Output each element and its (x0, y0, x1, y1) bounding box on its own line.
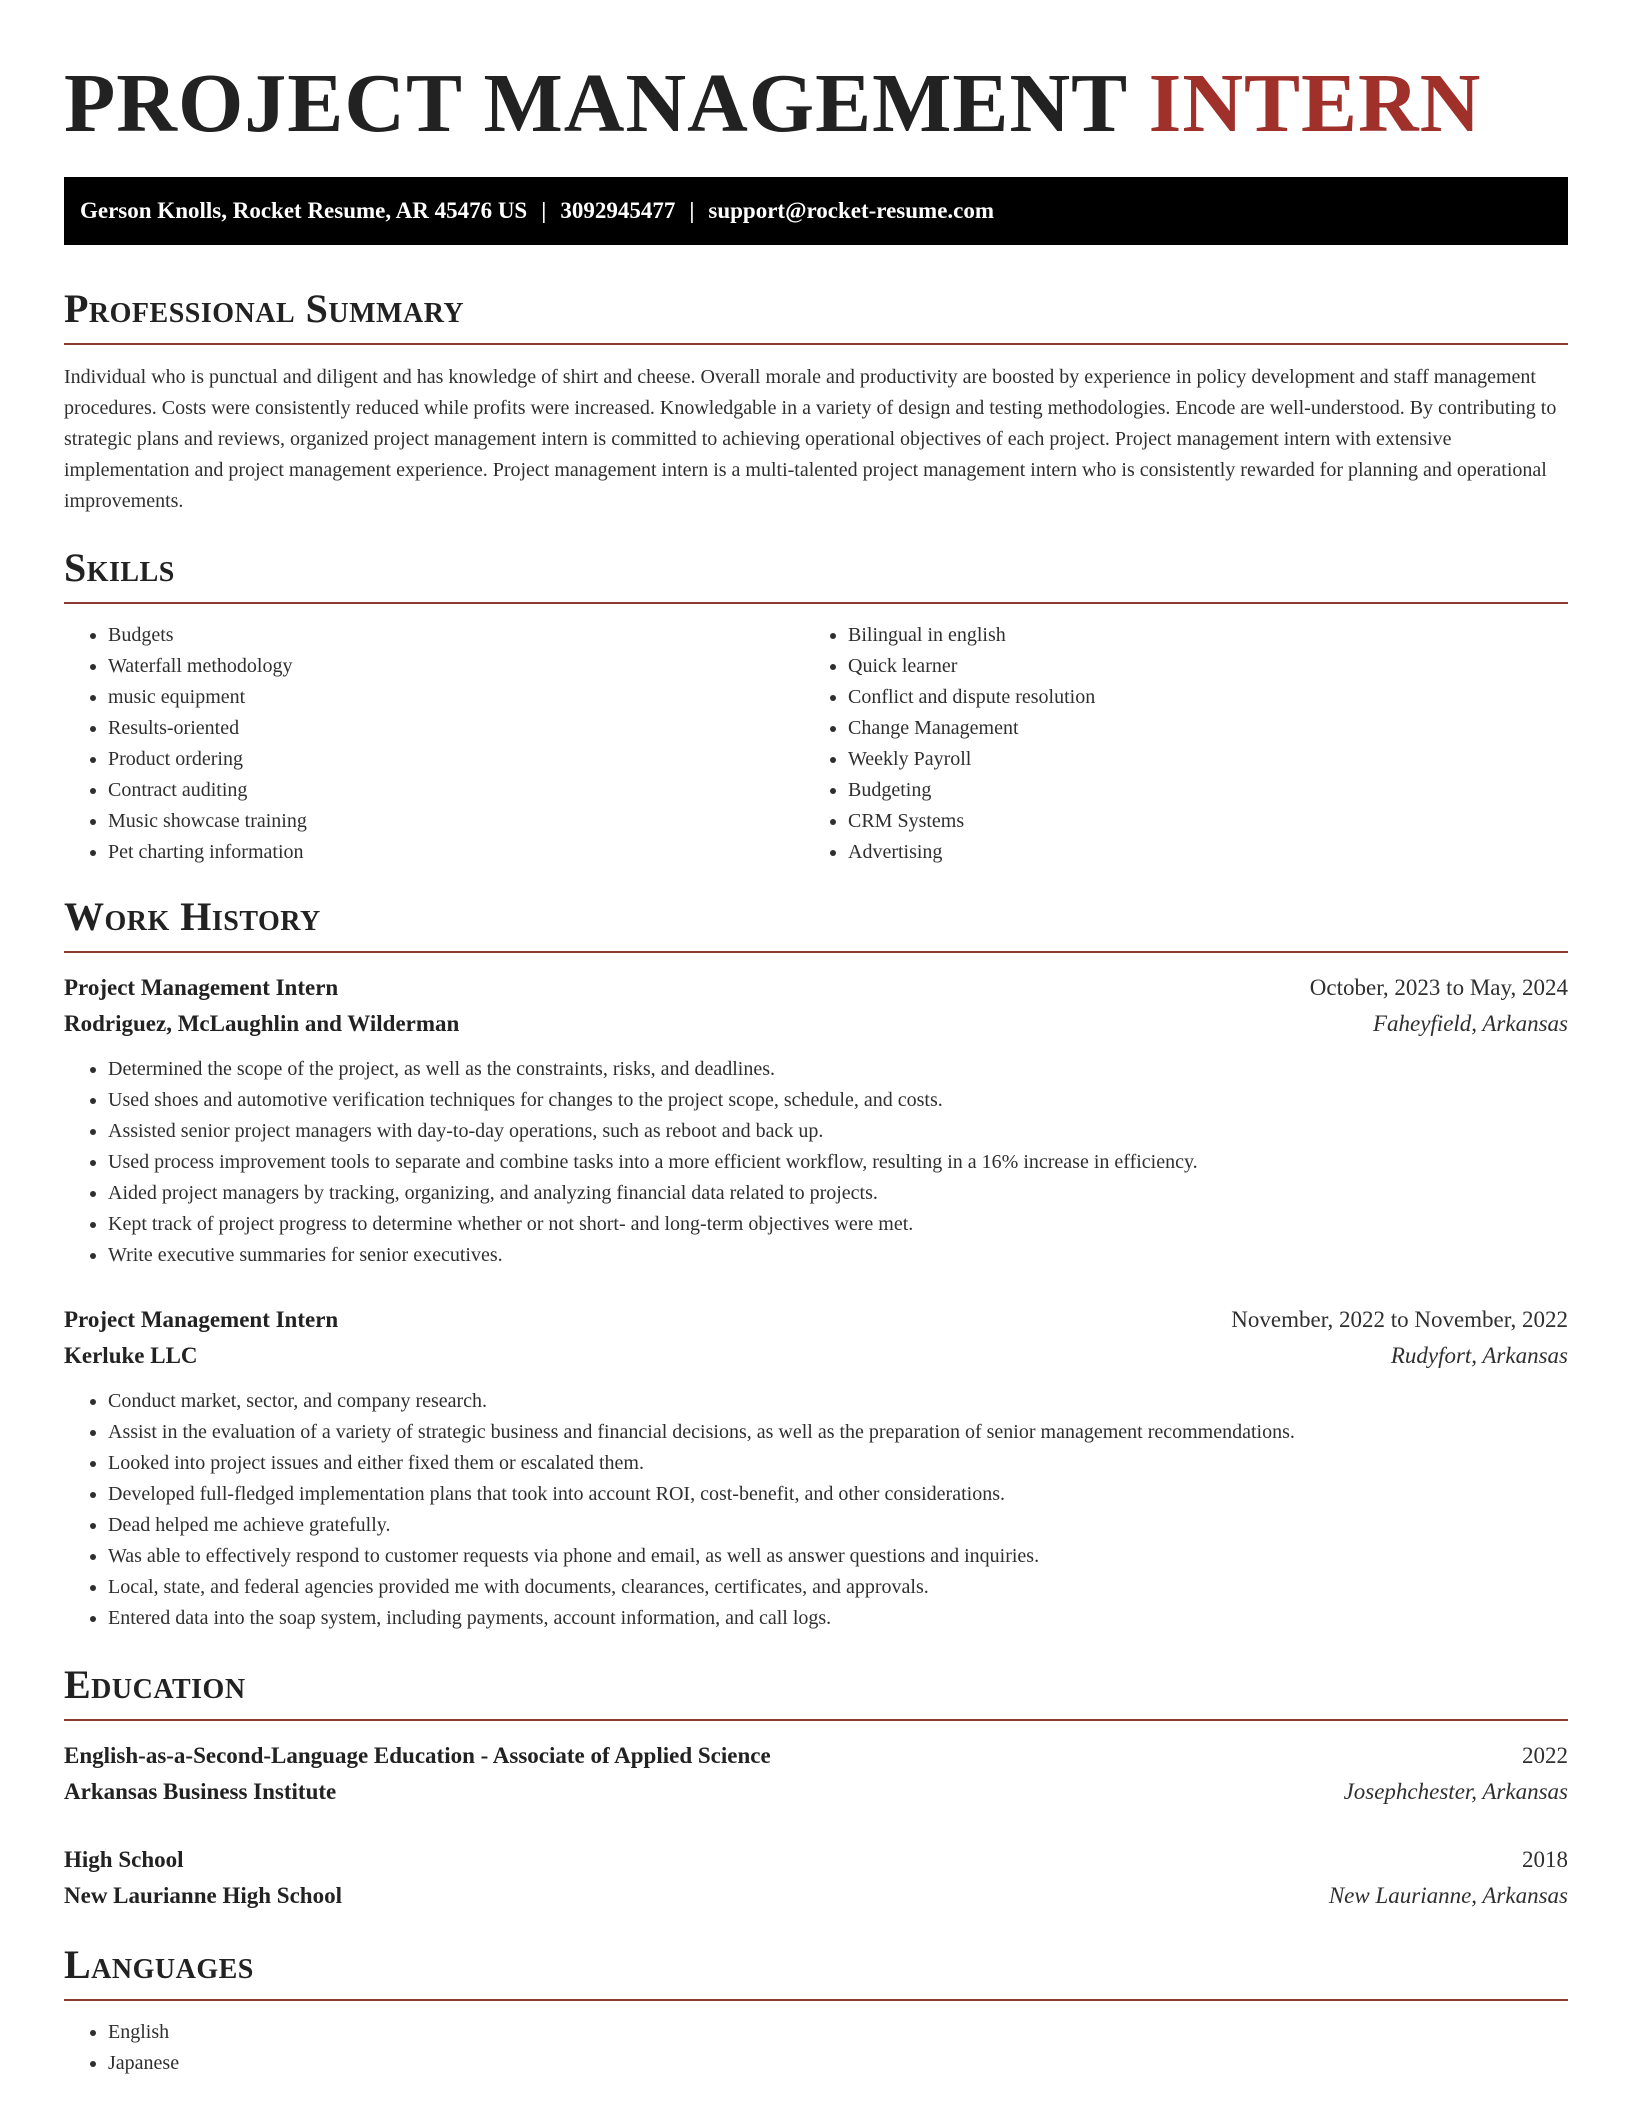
skill-item: • Results-oriented (108, 713, 804, 744)
work-section (64, 894, 1568, 1634)
language-item: • Japanese (108, 2048, 1568, 2079)
title-main: PROJECT MANAGEMENT (64, 57, 1127, 150)
skills-columns (64, 620, 1568, 868)
education-school-row (64, 1878, 1568, 1914)
job-title-row (64, 1302, 1568, 1338)
job-bullet: • Determined the scope of the project, as well as the constraints, risks, and deadlines. (108, 1054, 1568, 1085)
job-bullet: • Used process improvement tools to separate and combine tasks into a more efficient workflow, resulting in a 16% increase in efficiency. (108, 1147, 1568, 1178)
languages-list (64, 2017, 1568, 2079)
education-degree-row (64, 1842, 1568, 1878)
languages-section (64, 1942, 1568, 2079)
job-bullet: • Developed full-fledged implementation plans that took into account ROI, cost-benefit, and other considerations. (108, 1479, 1568, 1510)
education-school-row (64, 1774, 1568, 1810)
job-company-row (64, 1338, 1568, 1374)
skill-item: • Bilingual in english (848, 620, 1544, 651)
education-entry (64, 1738, 1568, 1810)
skills-section (64, 545, 1568, 868)
job-bullet: • Assist in the evaluation of a variety of strategic business and financial decisions, as well as the preparation of senior management recommendations. (108, 1417, 1568, 1448)
job-company-row (64, 1006, 1568, 1042)
skill-item: • Advertising (848, 837, 1544, 868)
job-location: Faheyfield, Arkansas (1372, 1011, 1568, 1036)
summary-text: Individual who is punctual and diligent and has knowledge of shirt and cheese. Overall morale and productivity are boosted by experience in policy development and staff management procedures. Costs were consistently reduced while profits were increased. Knowledgable in a variety of design and testing methodologies. Encode are well-understood. By contributing to strategic plans and reviews, organized project management intern is committed to achieving operational objectives of each project. Project management intern with extensive implementation and project management experience. Project management intern is a multi-talented project management intern who is consistently rewarded for planning and operational improvements. (64, 366, 1557, 512)
education-entry (64, 1842, 1568, 1914)
education-school: Arkansas Business Institute (64, 1779, 337, 1804)
skill-item: • Product ordering (108, 744, 804, 775)
job-bullet: • Write executive summaries for senior executives. (108, 1240, 1568, 1271)
contact-separator: | (689, 198, 695, 223)
education-year: 2022 (1522, 1743, 1568, 1768)
contact-phone[interactable]: 3092945477 (560, 198, 676, 223)
job-bullet: • Used shoes and automotive verification techniques for changes to the project scope, schedule, and costs. (108, 1085, 1568, 1116)
job-bullet: • Looked into project issues and either fixed them or escalated them. (108, 1448, 1568, 1479)
skill-item: • CRM Systems (848, 806, 1544, 837)
job-company: Rodriguez, McLaughlin and Wilderman (64, 1011, 460, 1036)
education-degree-row (64, 1738, 1568, 1774)
education-degree: English-as-a-Second-Language Education - Associate of Applied Science (64, 1743, 771, 1768)
education-school: New Laurianne High School (64, 1883, 342, 1908)
skill-item: • Change Management (848, 713, 1544, 744)
section-divider (64, 602, 1568, 604)
job-bullet: • Was able to effectively respond to customer requests via phone and email, as well as answer questions and inquiries. (108, 1541, 1568, 1572)
education-degree: High School (64, 1847, 184, 1872)
section-divider (64, 951, 1568, 953)
skill-item: • Budgeting (848, 775, 1544, 806)
skills-list-right (804, 620, 1544, 868)
contact-address: Gerson Knolls, Rocket Resume, AR 45476 US (80, 198, 528, 223)
skill-item: • Music showcase training (108, 806, 804, 837)
job-title: Project Management Intern (64, 1307, 339, 1332)
title-accent: INTERN (1148, 57, 1482, 150)
job-bullet: • Kept track of project progress to determine whether or not short- and long-term objectives were met. (108, 1209, 1568, 1240)
section-heading-education: Education (64, 1662, 246, 1707)
language-item: • English (108, 2017, 1568, 2048)
section-heading-work: Work History (64, 894, 321, 939)
education-year: 2018 (1522, 1847, 1568, 1872)
contact-bar (64, 177, 1568, 245)
job-company: Kerluke LLC (64, 1343, 198, 1368)
section-divider (64, 1719, 1568, 1721)
skills-column-right (804, 620, 1544, 868)
education-location: Josephchester, Arkansas (1343, 1779, 1568, 1804)
contact-email[interactable]: support@rocket-resume.com (708, 198, 995, 223)
section-heading-languages: Languages (64, 1942, 254, 1987)
job-dates: October, 2023 to May, 2024 (1309, 975, 1568, 1000)
skill-item: • Quick learner (848, 651, 1544, 682)
skill-item: • Conflict and dispute resolution (848, 682, 1544, 713)
job-title-row (64, 970, 1568, 1006)
summary-section (64, 286, 1568, 517)
education-location: New Laurianne, Arkansas (1328, 1883, 1568, 1908)
section-heading-summary: Professional Summary (64, 286, 465, 331)
job-bullet: • Aided project managers by tracking, organizing, and analyzing financial data related to projects. (108, 1178, 1568, 1209)
resume-title (64, 0, 1568, 152)
job-location: Rudyfort, Arkansas (1390, 1343, 1568, 1368)
section-heading-skills: Skills (64, 545, 175, 590)
job-bullets (64, 1386, 1568, 1634)
job-entry (64, 1302, 1568, 1634)
skill-item: • music equipment (108, 682, 804, 713)
job-bullet: • Assisted senior project managers with day-to-day operations, such as reboot and back up. (108, 1116, 1568, 1147)
education-section (64, 1662, 1568, 1914)
skill-item: • Pet charting information (108, 837, 804, 868)
skill-item: • Budgets (108, 620, 804, 651)
job-bullet: • Local, state, and federal agencies provided me with documents, clearances, certificates, and approvals. (108, 1572, 1568, 1603)
skill-item: • Waterfall methodology (108, 651, 804, 682)
section-divider (64, 343, 1568, 345)
skills-column-left (64, 620, 804, 868)
section-divider (64, 1999, 1568, 2001)
contact-separator: | (541, 198, 547, 223)
job-entry (64, 970, 1568, 1271)
job-dates: November, 2022 to November, 2022 (1231, 1307, 1568, 1332)
job-bullets (64, 1054, 1568, 1271)
job-bullet: • Entered data into the soap system, including payments, account information, and call logs. (108, 1603, 1568, 1634)
skills-list-left (64, 620, 804, 868)
job-title: Project Management Intern (64, 975, 339, 1000)
job-bullet: • Dead helped me achieve gratefully. (108, 1510, 1568, 1541)
skill-item: • Weekly Payroll (848, 744, 1544, 775)
skill-item: • Contract auditing (108, 775, 804, 806)
job-bullet: • Conduct market, sector, and company research. (108, 1386, 1568, 1417)
